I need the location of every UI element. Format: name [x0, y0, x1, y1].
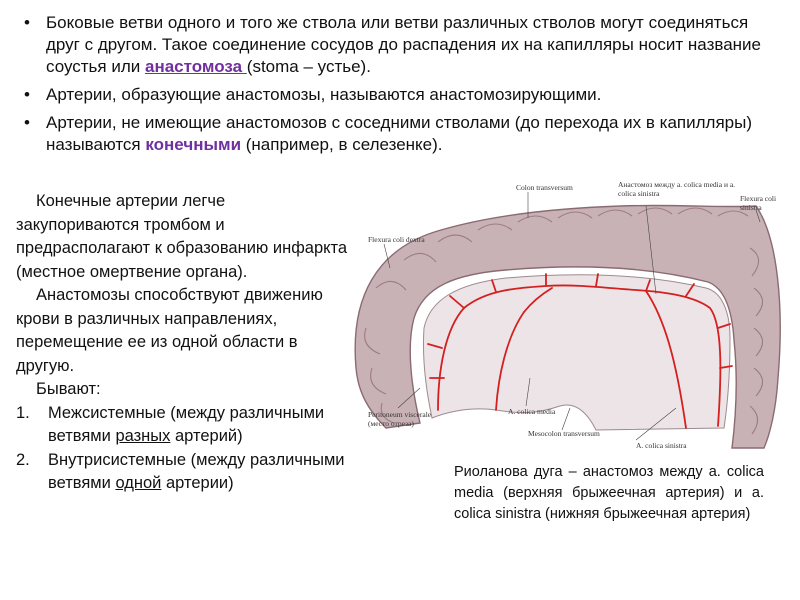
anastomosis-term: анастомоза [144, 57, 247, 76]
list-item-intersystem [16, 402, 352, 449]
bullet-anastomosing-arteries [20, 84, 780, 106]
bullet-1-text: Боковые ветви одного и того же ствола или ветви различных стволов могут соединяться друг с другом. Такое соединение сосудов до распадения их на капилляры носит название соустья или [46, 13, 761, 76]
anastomoses-function-paragraph: Анастомозы способствуют движению крови в различных направлениях, перемещение ее из одной области в другую. [16, 286, 323, 375]
bullet-3-tail: (например, в селезенке). [241, 135, 443, 154]
mesocolon-sheet [423, 275, 730, 430]
label-peritoneum-wrap [368, 410, 438, 434]
list-item-intrasystem [16, 449, 352, 496]
label-mesocolon: Mesocolon transversum [528, 429, 600, 438]
bullet-2-text: Артерии, образующие анастомозы, называются анастомозирующими. [46, 85, 602, 104]
list-item-text: Межсистемные (между различными ветвями [48, 403, 325, 445]
anastomosis-types-list [16, 402, 352, 496]
bullet-terminal-arteries [20, 112, 780, 156]
label-flexura-sinistra-wrap [740, 194, 786, 218]
types-heading: Бывают: [36, 380, 101, 398]
list-number: 2. [16, 450, 30, 469]
figure-caption: Риоланова дуга – анастомоз между a. colica media (верхняя брыжеечная артерия) и a. colica sinistra (нижняя брыжеечная артерия) [454, 464, 764, 522]
label-peritoneum: Peritoneum viscerale (место отреза) [368, 410, 432, 428]
bullet-3-text: Артерии, не имеющие анастомозов с соседними стволами (до перехода их в капилляры) называются [46, 113, 752, 154]
terminal-arteries-paragraph: Конечные артерии легче закупориваются тромбом и предрасполагают к образованию инфаркта (местное омертвение органа). [16, 192, 348, 281]
label-colica-media: A. colica media [508, 407, 556, 416]
left-column-text [16, 190, 352, 496]
label-flexura-dextra: Flexura coli dextra [368, 235, 425, 244]
label-colon-transversum: Colon transversum [516, 183, 573, 192]
terminal-term: конечными [145, 135, 242, 154]
label-anastomosis-wrap [618, 180, 736, 204]
label-flexura-sinistra: Flexura coli sinistra [740, 194, 777, 212]
list-item-tail: артерий) [170, 427, 243, 445]
underlined-word: одной [115, 474, 162, 492]
label-anastomosis: Анастомоз между a. colica media и a. colica sinistra [618, 180, 736, 198]
list-item-tail: артерии) [161, 474, 234, 492]
label-colica-sinistra: A. colica sinistra [636, 441, 687, 450]
underlined-word: разных [115, 427, 171, 445]
bullet-list [20, 12, 780, 162]
bullet-1-tail: (stoma – устье). [246, 57, 371, 76]
list-item-text: Внутрисистемные (между различными ветвями [48, 450, 345, 492]
list-number: 1. [16, 403, 30, 422]
colon-anatomy-illustration [346, 178, 786, 458]
bullet-anastomosis-definition [20, 12, 780, 78]
